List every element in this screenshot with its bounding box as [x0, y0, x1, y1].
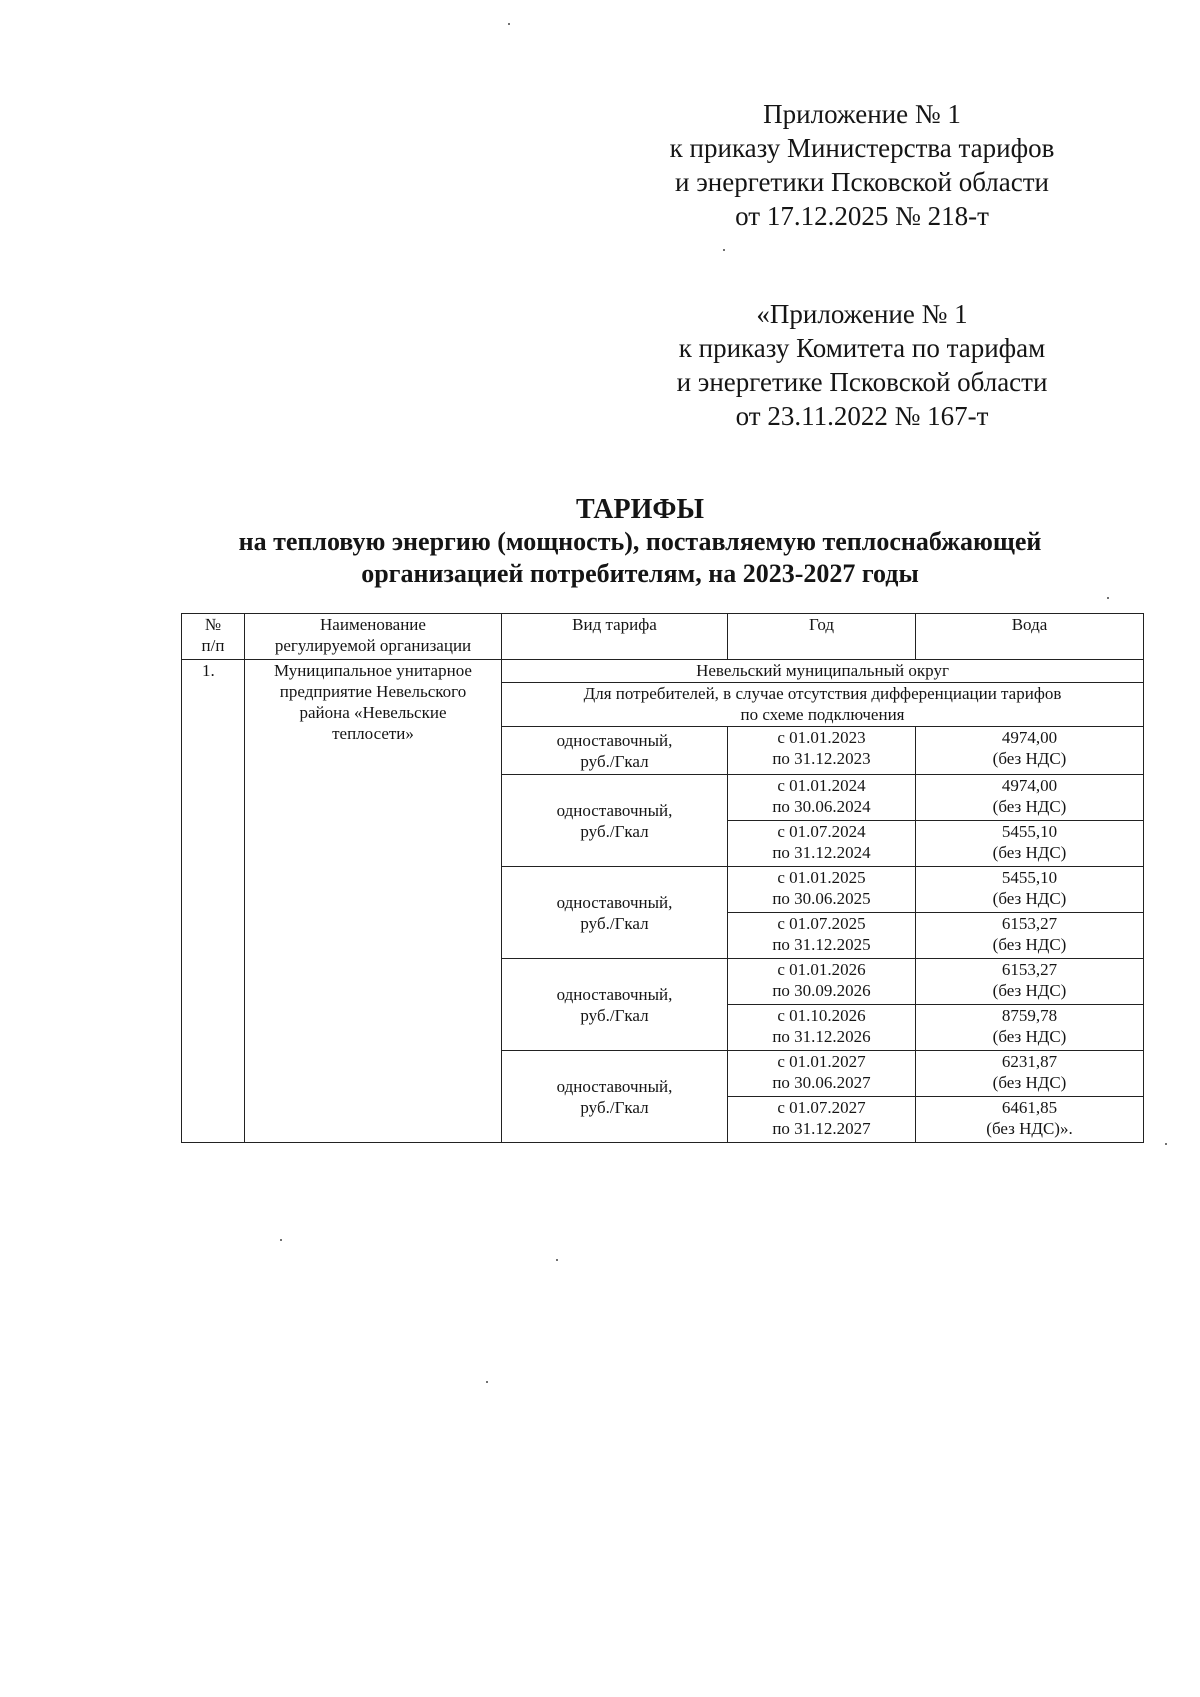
district-name: Невельский муниципальный округ [502, 660, 1144, 683]
value-cell: 6153,27 (без НДС) [916, 913, 1144, 959]
period-cell: с 01.01.2023 по 31.12.2023 [728, 727, 916, 775]
title-line: организацией потребителям, на 2023-2027 годы [361, 559, 919, 588]
value-cell: 4974,00 (без НДС) [916, 775, 1144, 821]
consumer-group: Для потребителей, в случае отсутствия дифференциации тарифов по схеме подключения [502, 683, 1144, 727]
row-number: 1. [182, 660, 245, 1143]
document-title [180, 494, 1100, 590]
annex-line: Приложение № 1 [763, 99, 961, 129]
annex-line: от 17.12.2025 № 218-т [735, 201, 989, 231]
annex-line: и энергетики Псковской области [675, 167, 1049, 197]
value-cell: 5455,10 (без НДС) [916, 867, 1144, 913]
period-cell: с 01.01.2024 по 30.06.2024 [728, 775, 916, 821]
annex-header-current [652, 97, 1072, 233]
header-tariff-type: Вид тарифа [502, 614, 728, 660]
scan-speck [280, 1239, 282, 1241]
scan-speck [508, 23, 510, 25]
annex-line: «Приложение № 1 [756, 299, 968, 329]
tariff-type-cell: одноставочный, руб./Гкал [502, 727, 728, 775]
scan-speck [556, 1259, 558, 1261]
value-cell: 8759,78 (без НДС) [916, 1005, 1144, 1051]
tariff-type-cell: одноставочный, руб./Гкал [502, 1051, 728, 1143]
scan-speck [723, 249, 725, 251]
organization-name: Муниципальное унитарное предприятие Невельского района «Невельские теплосети» [245, 660, 502, 1143]
value-cell: 6231,87 (без НДС) [916, 1051, 1144, 1097]
period-cell: с 01.07.2024 по 31.12.2024 [728, 821, 916, 867]
value-cell: 5455,10 (без НДС) [916, 821, 1144, 867]
annex-line: и энергетике Псковской области [676, 367, 1048, 397]
table-row [182, 660, 1144, 683]
title-line: на тепловую энергию (мощность), поставляемую теплоснабжающей [238, 527, 1042, 556]
annex-line: к приказу Комитета по тарифам [678, 333, 1046, 363]
annex-line: от 23.11.2022 № 167-т [735, 401, 989, 431]
annex-line: к приказу Министерства тарифов [669, 133, 1055, 163]
period-cell: с 01.01.2027 по 30.06.2027 [728, 1051, 916, 1097]
period-cell: с 01.10.2026 по 31.12.2026 [728, 1005, 916, 1051]
scan-speck [1165, 1143, 1167, 1145]
annex-header-previous [652, 297, 1072, 433]
value-cell: 4974,00 (без НДС) [916, 727, 1144, 775]
header-water: Вода [916, 614, 1144, 660]
tariff-table [181, 613, 1144, 1143]
scan-speck [486, 1381, 488, 1383]
title-main: ТАРИФЫ [576, 494, 704, 525]
header-num: № п/п [182, 614, 245, 660]
scan-speck [1107, 597, 1109, 599]
period-cell: с 01.07.2027 по 31.12.2027 [728, 1097, 916, 1143]
period-cell: с 01.01.2026 по 30.09.2026 [728, 959, 916, 1005]
period-cell: с 01.01.2025 по 30.06.2025 [728, 867, 916, 913]
period-cell: с 01.07.2025 по 31.12.2025 [728, 913, 916, 959]
header-year: Год [728, 614, 916, 660]
tariff-type-cell: одноставочный, руб./Гкал [502, 867, 728, 959]
tariff-type-cell: одноставочный, руб./Гкал [502, 775, 728, 867]
table-header-row [182, 614, 1144, 660]
header-organization: Наименование регулируемой организации [245, 614, 502, 660]
value-cell: 6153,27 (без НДС) [916, 959, 1144, 1005]
tariff-type-cell: одноставочный, руб./Гкал [502, 959, 728, 1051]
value-cell: 6461,85 (без НДС)». [916, 1097, 1144, 1143]
